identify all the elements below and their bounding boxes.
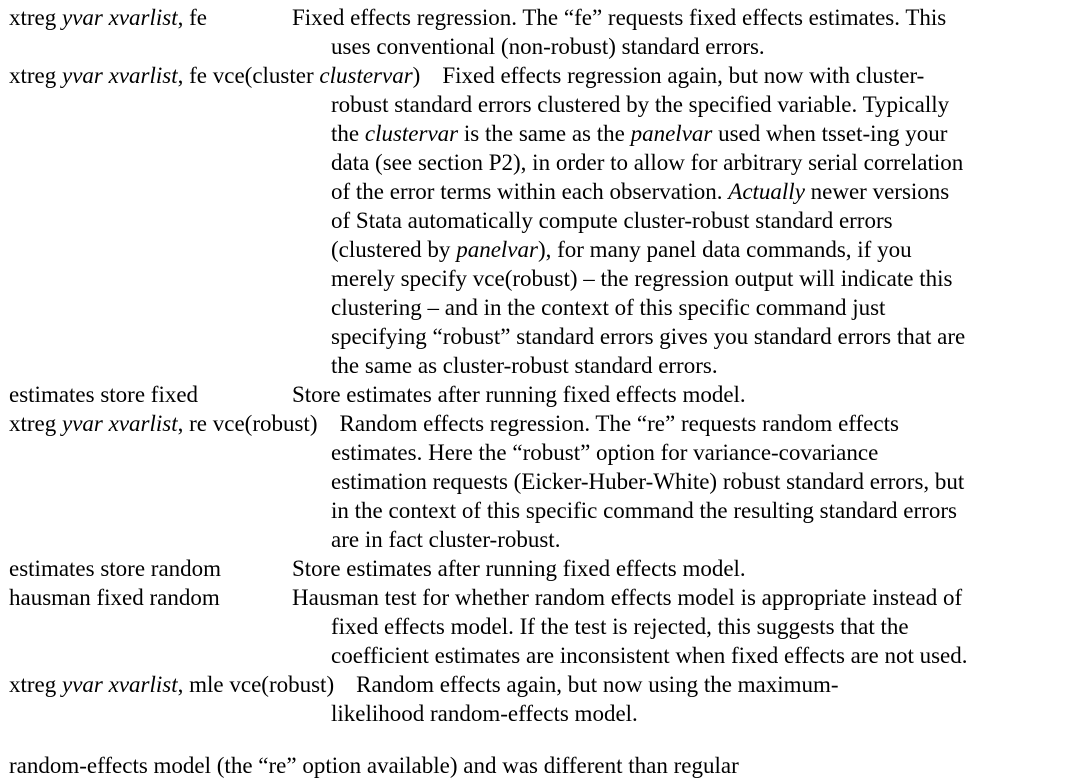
command-line: hausman fixed random [9,585,220,610]
command-line: estimates store random [9,556,222,581]
description-line: clustering – and in the context of this specific command just [331,295,886,320]
description-line: Hausman test for whether random effects model is appropriate instead of [292,585,963,610]
cut-off-line: random-effects model (the “re” option available) and was different than regular [9,753,739,778]
description-line: likelihood random-effects model. [331,701,638,726]
description-line: the clustervar is the same as the panelvar used when tsset-ing your [331,121,948,146]
description-line: are in fact cluster-robust. [331,527,561,552]
description-line: Random effects again, but now using the maximum- [356,672,839,697]
description-line: specifying “robust” standard errors gives you standard errors that are [331,324,966,349]
description-line: estimation requests (Eicker-Huber-White) robust standard errors, but [331,469,965,494]
description-line: Fixed effects regression. The “fe” requests fixed effects estimates. This [292,5,947,30]
command-line: estimates store fixed [9,382,199,407]
description-line: robust standard errors clustered by the specified variable. Typically [331,92,950,117]
description-line: coefficient estimates are inconsistent when fixed effects are not used. [331,643,968,668]
description-line: Store estimates after running fixed effects model. [292,382,746,407]
description-line: of the error terms within each observation. Actually newer versions [331,179,950,204]
description-line: uses conventional (non-robust) standard errors. [331,34,765,59]
command-line: xtreg yvar xvarlist, fe [9,5,207,30]
description-line: data (see section P2), in order to allow for arbitrary serial correlation [331,150,964,175]
description-line: merely specify vce(robust) – the regression output will indicate this [331,266,953,291]
description-line: of Stata automatically compute cluster-robust standard errors [331,208,893,233]
command-line: xtreg yvar xvarlist, fe vce(cluster clustervar) Fixed effects regression again, but now with cluster- [9,63,925,88]
description-line: fixed effects model. If the test is rejected, this suggests that the [331,614,909,639]
description-line: Store estimates after running fixed effects model. [292,556,746,581]
description-line: in the context of this specific command the resulting standard errors [331,498,957,523]
description-line: Fixed effects regression again, but now with cluster- [442,63,925,88]
description-line: estimates. Here the “robust” option for variance-covariance [331,440,879,465]
description-line: Random effects regression. The “re” requests random effects [339,411,899,436]
description-line: the same as cluster-robust standard errors. [331,353,718,378]
command-line: xtreg yvar xvarlist, re vce(robust) Random effects regression. The “re” requests random effects [9,411,899,436]
description-line: (clustered by panelvar), for many panel data commands, if you [331,237,912,262]
command-line: xtreg yvar xvarlist, mle vce(robust) Random effects again, but now using the maximum- [9,672,839,697]
